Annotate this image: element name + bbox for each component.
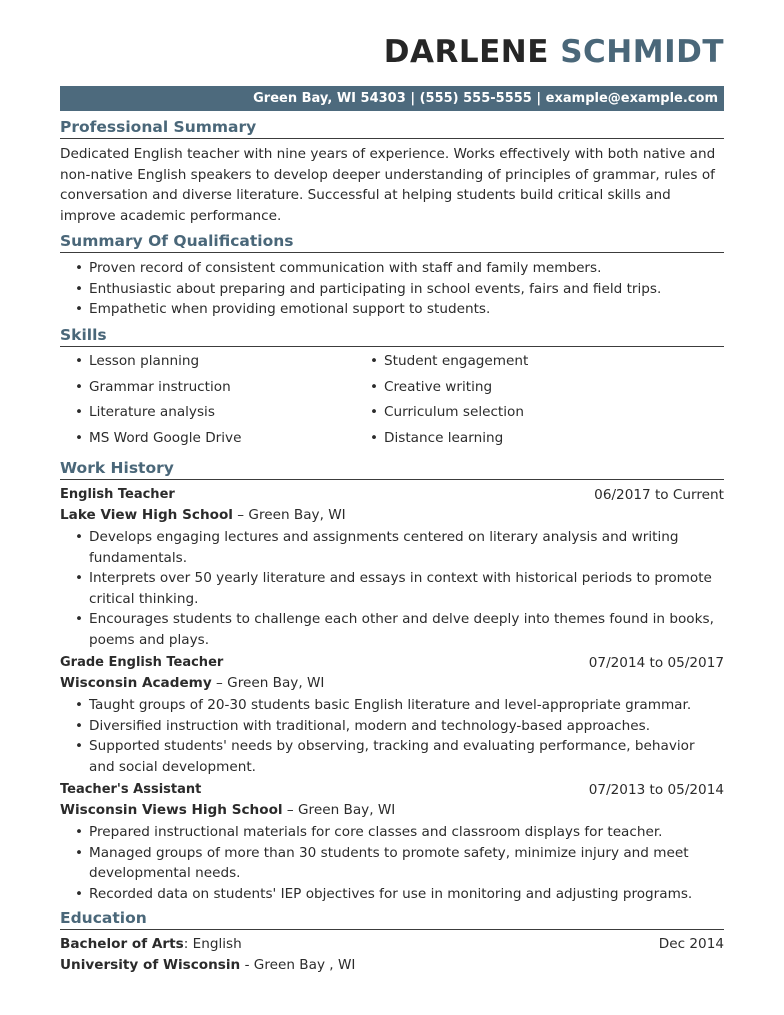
job-location: – Green Bay, WI — [286, 802, 396, 818]
section-title-qualifications: Summary Of Qualifications — [60, 232, 724, 253]
education-degree-line — [60, 936, 242, 952]
list-item: • Develops engaging lectures and assignments centered on literary analysis and writing fundamentals. — [60, 527, 724, 568]
qualifications-list — [60, 258, 724, 320]
job-duties-list — [60, 822, 724, 904]
candidate-name — [384, 34, 724, 70]
skills-row — [60, 402, 724, 428]
list-item: • Taught groups of 20-30 students basic English literature and level-appropriate grammar. — [60, 695, 724, 716]
job-title: English Teacher — [60, 487, 175, 502]
job-company-line — [60, 507, 346, 523]
job-duties-list — [60, 695, 724, 777]
skill-item: • Student engagement — [355, 351, 528, 371]
summary-text: Dedicated English teacher with nine years of experience. Works effectively with both native and non-native English speakers to develop deeper understanding of principles of grammar, rules of conversation and diverse literature. Successful at helping students build critical skills and improve academic performance. — [60, 146, 716, 224]
education-school-line — [60, 957, 355, 973]
first-name: DARLENE — [383, 34, 549, 70]
list-item: • Supported students' needs by observing, tracking and evaluating performance, behavior and social development. — [60, 736, 724, 777]
job-location: – Green Bay, WI — [216, 675, 325, 691]
job-dates: 06/2017 to Current — [594, 487, 724, 503]
contact-phone: (555) 555-5555 — [419, 91, 532, 106]
section-title-education: Education — [60, 909, 724, 930]
list-item: • Proven record of consistent communication with staff and family members. — [60, 258, 724, 279]
job-company-line — [60, 802, 395, 818]
contact-location: Green Bay, WI 54303 — [253, 91, 406, 106]
list-item: • Diversified instruction with traditional, modern and technology-based approaches. — [60, 716, 724, 737]
contact-separator: | — [536, 91, 542, 106]
job-location: – Green Bay, WI — [237, 507, 346, 523]
skill-item: • Curriculum selection — [355, 402, 524, 422]
skill-item: • Distance learning — [355, 428, 503, 448]
job-company-line — [60, 675, 324, 691]
list-item: • Enthusiastic about preparing and participating in school events, fairs and field trips. — [60, 279, 724, 300]
contact-bar — [60, 86, 724, 111]
education-school-location: - Green Bay , WI — [240, 957, 356, 973]
skills-row — [60, 351, 724, 377]
job-duties-list — [60, 527, 724, 650]
education-date: Dec 2014 — [658, 936, 724, 952]
job-title: Grade English Teacher — [60, 655, 224, 670]
job-title: Teacher's Assistant — [60, 782, 202, 797]
list-item: • Interprets over 50 yearly literature and essays in context with historical periods to promote critical thinking. — [60, 568, 724, 609]
list-item: • Recorded data on students' IEP objectives for use in monitoring and adjusting programs. — [60, 884, 724, 905]
section-title-skills: Skills — [60, 326, 724, 347]
section-title-work-history: Work History — [60, 459, 724, 480]
job-dates: 07/2013 to 05/2014 — [588, 782, 724, 798]
skills-row — [60, 428, 724, 454]
contact-separator: | — [410, 91, 416, 106]
contact-email: example@example.com — [545, 91, 718, 106]
list-item: • Empathetic when providing emotional support to students. — [60, 299, 724, 320]
education-degree: Bachelor of Arts — [60, 936, 184, 952]
education-field: : English — [183, 936, 242, 952]
skills-grid — [60, 351, 724, 453]
skills-row — [60, 377, 724, 403]
skill-item: • Grammar instruction — [60, 377, 231, 397]
job-company: Lake View High School — [60, 507, 233, 523]
job-company: Wisconsin Views High School — [60, 802, 283, 818]
skill-item: • Creative writing — [355, 377, 492, 397]
education-school: University of Wisconsin — [60, 957, 241, 973]
list-item: • Encourages students to challenge each other and delve deeply into themes found in books, poems and plays. — [60, 609, 724, 650]
last-name: SCHMIDT — [560, 34, 724, 70]
list-item: • Prepared instructional materials for core classes and classroom displays for teacher. — [60, 822, 724, 843]
skill-item: • MS Word Google Drive — [60, 428, 241, 448]
skill-item: • Literature analysis — [60, 402, 215, 422]
job-company: Wisconsin Academy — [60, 675, 212, 691]
skill-item: • Lesson planning — [60, 351, 199, 371]
section-title-summary: Professional Summary — [60, 118, 724, 139]
job-dates: 07/2014 to 05/2017 — [588, 655, 724, 671]
list-item: • Managed groups of more than 30 students to promote safety, minimize injury and meet developmental needs. — [60, 843, 724, 884]
